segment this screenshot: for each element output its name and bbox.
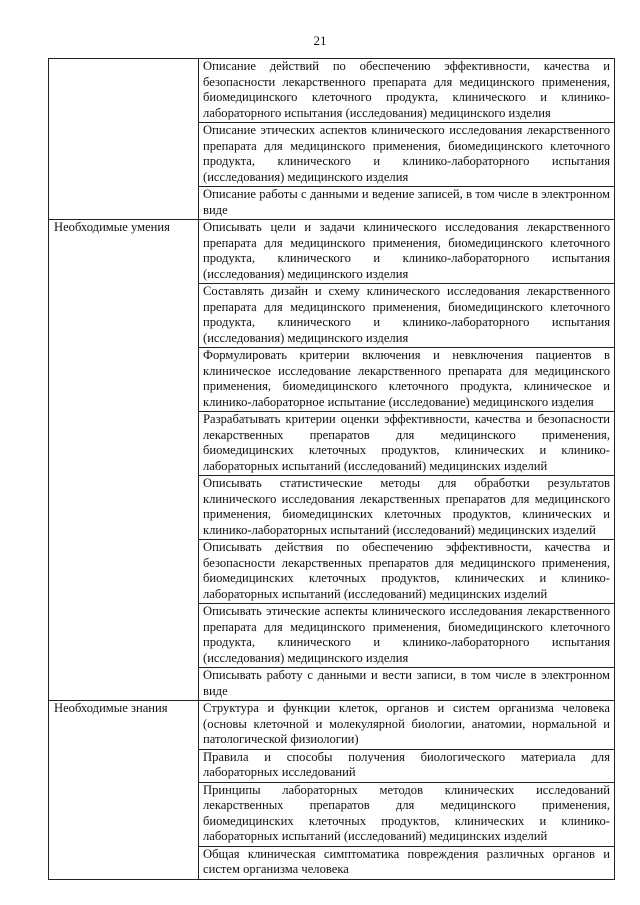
- requirement-cell: Составлять дизайн и схему клинического исследования лекарственного препарата для медицинского применения, биомедицинского клеточного продукта, клинического и клинико-лабораторного испытания (исследования) медицинского изделия: [199, 284, 615, 348]
- table-row: [49, 59, 615, 123]
- table-row: [49, 220, 615, 284]
- page-number: 21: [313, 33, 327, 48]
- requirement-cell: Описывать работу с данными и вести записи, в том числе в электронном виде: [199, 668, 615, 701]
- requirement-cell: Формулировать критерии включения и невключения пациентов в клиническое исследование лекарственного препарата для медицинского применения, биомедицинского клеточного продукта, клиническое и клинико-лабораторное испытание (исследование) медицинского изделия: [199, 348, 615, 412]
- table-row: [49, 701, 615, 750]
- requirement-cell: Структура и функции клеток, органов и систем организма человека (основы клеточной и молекулярной биологии, анатомии, нормальной и патологической физиологии): [199, 701, 615, 750]
- requirement-cell: Описывать этические аспекты клинического исследования лекарственного препарата для медицинского применения, биомедицинского клеточного продукта, клинического и клинико-лабораторного испытания (исследования) медицинского изделия: [199, 604, 615, 668]
- requirement-cell: Общая клиническая симптоматика повреждения различных органов и систем организма человека: [199, 846, 615, 879]
- section-label: [49, 59, 199, 220]
- requirements-table-body: [49, 59, 615, 880]
- requirement-cell: Описание работы с данными и ведение записей, в том числе в электронном виде: [199, 187, 615, 220]
- requirement-cell: Описывать цели и задачи клинического исследования лекарственного препарата для медицинского применения, биомедицинского клеточного продукта, клинического и клинико-лабораторного испытания (исследования) медицинского изделия: [199, 220, 615, 284]
- requirement-cell: Описание действий по обеспечению эффективности, качества и безопасности лекарственного препарата для медицинского применения, биомедицинского клеточного продукта, клинического и клинико-лабораторного испытания (исследования) медицинского изделия: [199, 59, 615, 123]
- requirement-cell: Правила и способы получения биологического материала для лабораторных исследований: [199, 749, 615, 782]
- requirement-cell: Описывать статистические методы для обработки результатов клинического исследования лекарственных препаратов для медицинского применения, биомедицинских клеточных продуктов, клинических и клинико-лабораторных испытаний (исследований) медицинских изделий: [199, 476, 615, 540]
- requirements-table: [48, 58, 615, 880]
- section-label: Необходимые знания: [49, 701, 199, 880]
- requirement-cell: Описывать действия по обеспечению эффективности, качества и безопасности лекарственных препаратов для медицинского применения, биомедицинских клеточных продуктов, клинических и клинико-лабораторных испытаний (исследований) медицинских изделий: [199, 540, 615, 604]
- section-label: Необходимые умения: [49, 220, 199, 701]
- requirement-cell: Разрабатывать критерии оценки эффективности, качества и безопасности лекарственных препаратов для медицинского применения, биомедицинских клеточных продуктов, клинических и клинико-лабораторных испытаний (исследований) медицинских изделий: [199, 412, 615, 476]
- requirement-cell: Описание этических аспектов клинического исследования лекарственного препарата для медицинского применения, биомедицинского клеточного продукта, клинического и клинико-лабораторного испытания (исследования) медицинского изделия: [199, 123, 615, 187]
- requirement-cell: Принципы лабораторных методов клинических исследований лекарственных препаратов для медицинского применения, биомедицинских клеточных продуктов, клинических и клинико-лабораторных испытаний (исследований) медицинских изделий: [199, 782, 615, 846]
